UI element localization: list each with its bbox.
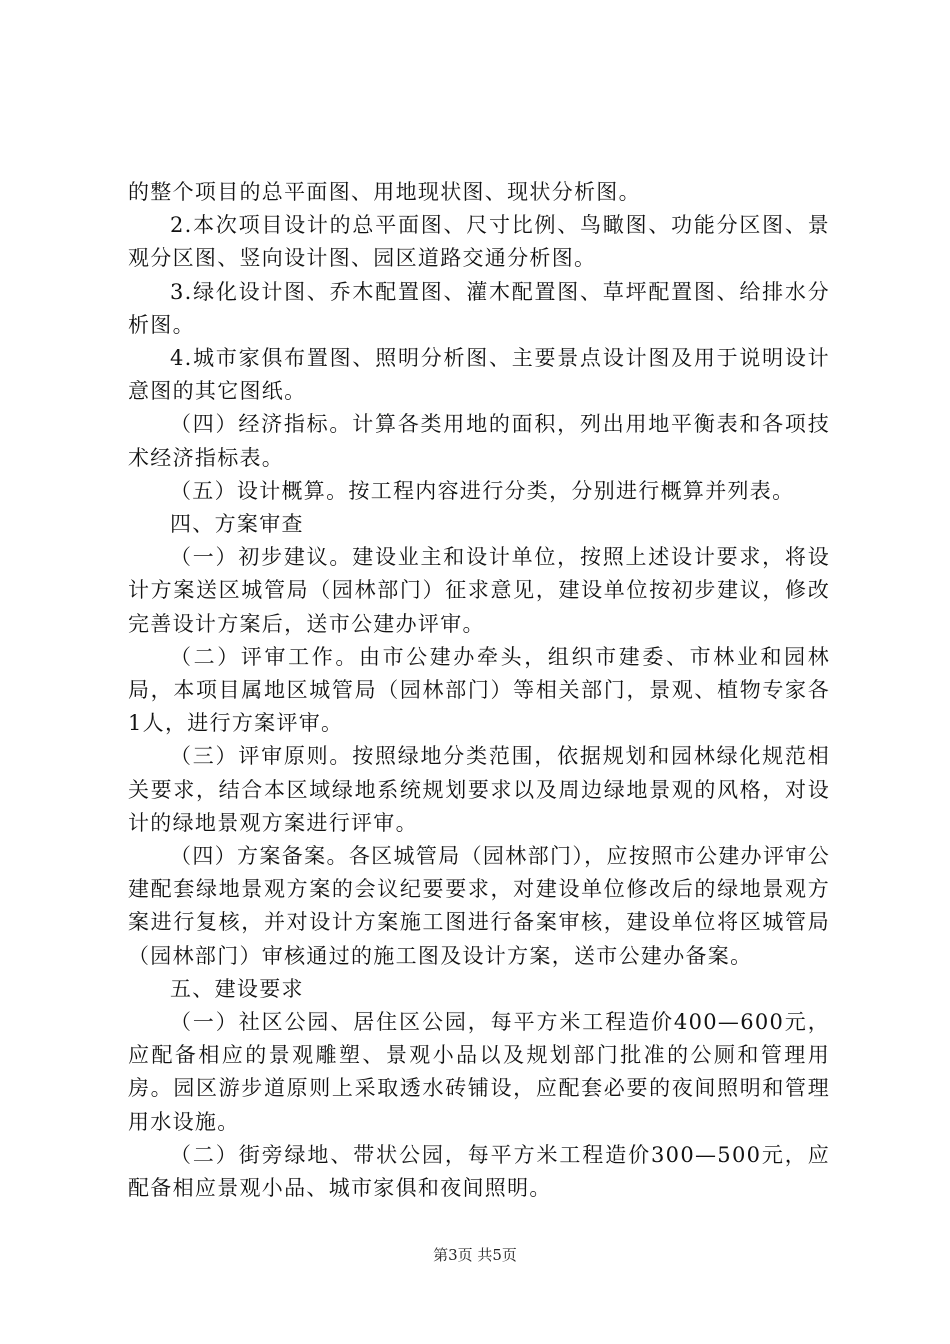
paragraph-4: 4.城市家俱布置图、照明分析图、主要景点设计图及用于说明设计意图的其它图纸。 xyxy=(128,346,830,404)
paragraph-1: 的整个项目的总平面图、用地现状图、现状分析图。 xyxy=(128,180,641,204)
section-heading-4: 四、方案审查 xyxy=(170,512,304,537)
paragraph-11: （四）方案备案。各区城管局（园林部门），应按照市公建办评审公建配套绿地景观方案的会议纪要要求，对建设单位修改后的绿地景观方案进行复核，并对设计方案施工图进行备案审核，建设单位将区城管局（园林部门）审核通过的施工图及设计方案，送市公建办备案。 xyxy=(128,844,830,968)
paragraph-2: 2.本次项目设计的总平面图、尺寸比例、鸟瞰图、功能分区图、景观分区图、竖向设计图、园区道路交通分析图。 xyxy=(128,213,830,271)
document-body xyxy=(128,176,830,1205)
paragraph-14: （二）街旁绿地、带状公园，每平方米工程造价300—500元，应配备相应景观小品、城市家俱和夜间照明。 xyxy=(128,1142,830,1201)
paragraph-10: （三）评审原则。按照绿地分类范围，依据规划和园林绿化规范相关要求，结合本区域绿地系统规划要求以及周边绿地景观的风格，对设计的绿地景观方案进行评审。 xyxy=(128,744,830,835)
paragraph-6: （五）设计概算。按工程内容进行分类，分别进行概算并列表。 xyxy=(170,478,795,503)
paragraph-8: （一）初步建议。建设业主和设计单位，按照上述设计要求，将设计方案送区城管局（园林部门）征求意见，建设单位按初步建议，修改完善设计方案后，送市公建办评审。 xyxy=(128,545,830,636)
paragraph-13: （一）社区公园、居住区公园，每平方米工程造价400—600元，应配备相应的景观雕塑、景观小品以及规划部门批准的公厕和管理用房。园区游步道原则上采取透水砖铺设，应配套必要的夜间照明和管理用水设施。 xyxy=(128,1010,830,1134)
paragraph-5: （四）经济指标。计算各类用地的面积，列出用地平衡表和各项技术经济指标表。 xyxy=(128,412,830,470)
page-footer: 第3页 共5页 xyxy=(433,1246,517,1264)
section-heading-5: 五、建设要求 xyxy=(170,976,304,1001)
paragraph-3: 3.绿化设计图、乔木配置图、灌木配置图、草坪配置图、给排水分析图。 xyxy=(128,279,830,337)
paragraph-9: （二）评审工作。由市公建办牵头，组织市建委、市林业和园林局，本项目属地区城管局（园林部门）等相关部门，景观、植物专家各1人，进行方案评审。 xyxy=(128,644,830,736)
